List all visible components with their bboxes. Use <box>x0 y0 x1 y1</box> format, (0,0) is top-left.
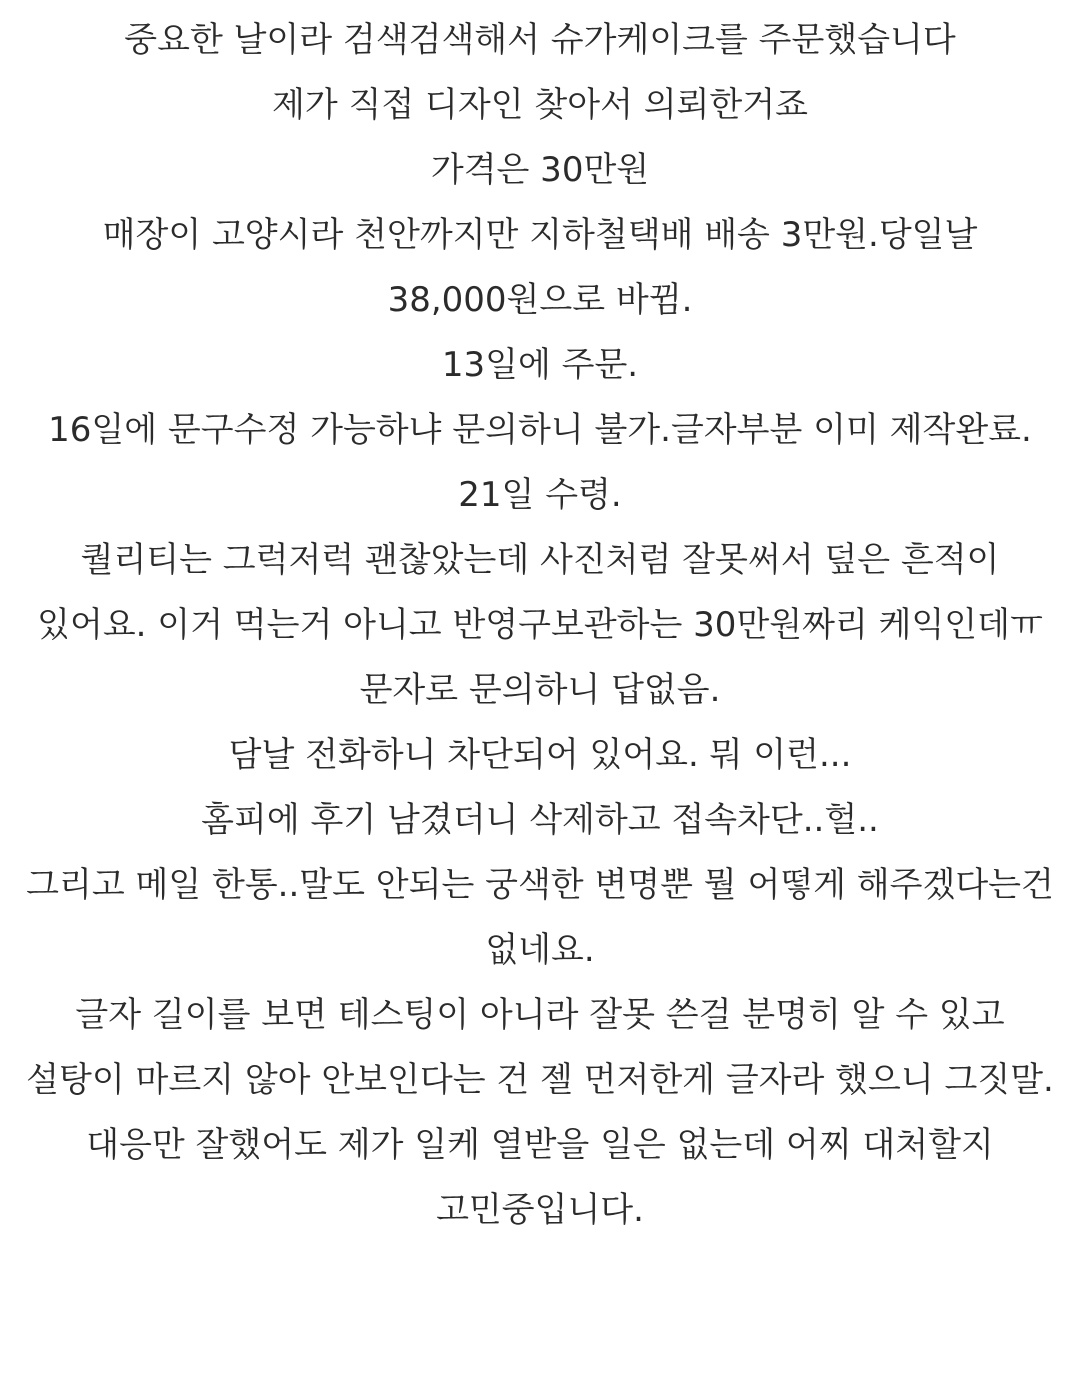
post-paragraph: 그리고 메일 한통..말도 안되는 궁색한 변명뿐 뭘 어떻게 해주겠다는건 없네요. <box>26 865 1054 970</box>
post-paragraph: 가격은 30만원 <box>430 150 650 190</box>
post-paragraph: 글자 길이를 보면 테스팅이 아니라 잘못 쓴걸 분명히 알 수 있고 설탕이 마르지 않아 안보인다는 건 젤 먼저한게 글자라 했으니 그짓말. <box>26 995 1054 1100</box>
post-paragraph: 담날 전화하니 차단되어 있어요. 뭐 이런... <box>228 735 852 775</box>
post-paragraph: 13일에 주문. <box>441 345 639 385</box>
post-paragraph: 대응만 잘했어도 제가 일케 열받을 일은 없는데 어찌 대처할지 고민중입니다. <box>86 1125 994 1230</box>
post-paragraph: 16일에 문구수정 가능하냐 문의하니 불가.글자부분 이미 제작완료. 21일 수령. <box>48 410 1032 515</box>
post-paragraph: 문자로 문의하니 답없음. <box>359 670 721 710</box>
post-paragraph: 홈피에 후기 남겼더니 삭제하고 접속차단..헐.. <box>201 800 879 840</box>
post-paragraph: 퀄리티는 그럭저럭 괜찮았는데 사진처럼 잘못써서 덮은 흔적이 있어요. 이거 먹는거 아니고 반영구보관하는 30만원짜리 케익인데ㅠ <box>37 540 1043 645</box>
post-paragraph: 중요한 날이라 검색검색해서 슈가케이크를 주문했습니다 <box>124 20 956 60</box>
post-paragraph: 제가 직접 디자인 찾아서 의뢰한거죠 <box>272 85 808 125</box>
post-paragraph: 매장이 고양시라 천안까지만 지하철택배 배송 3만원.당일날 38,000원으로 바뀜. <box>102 215 978 320</box>
